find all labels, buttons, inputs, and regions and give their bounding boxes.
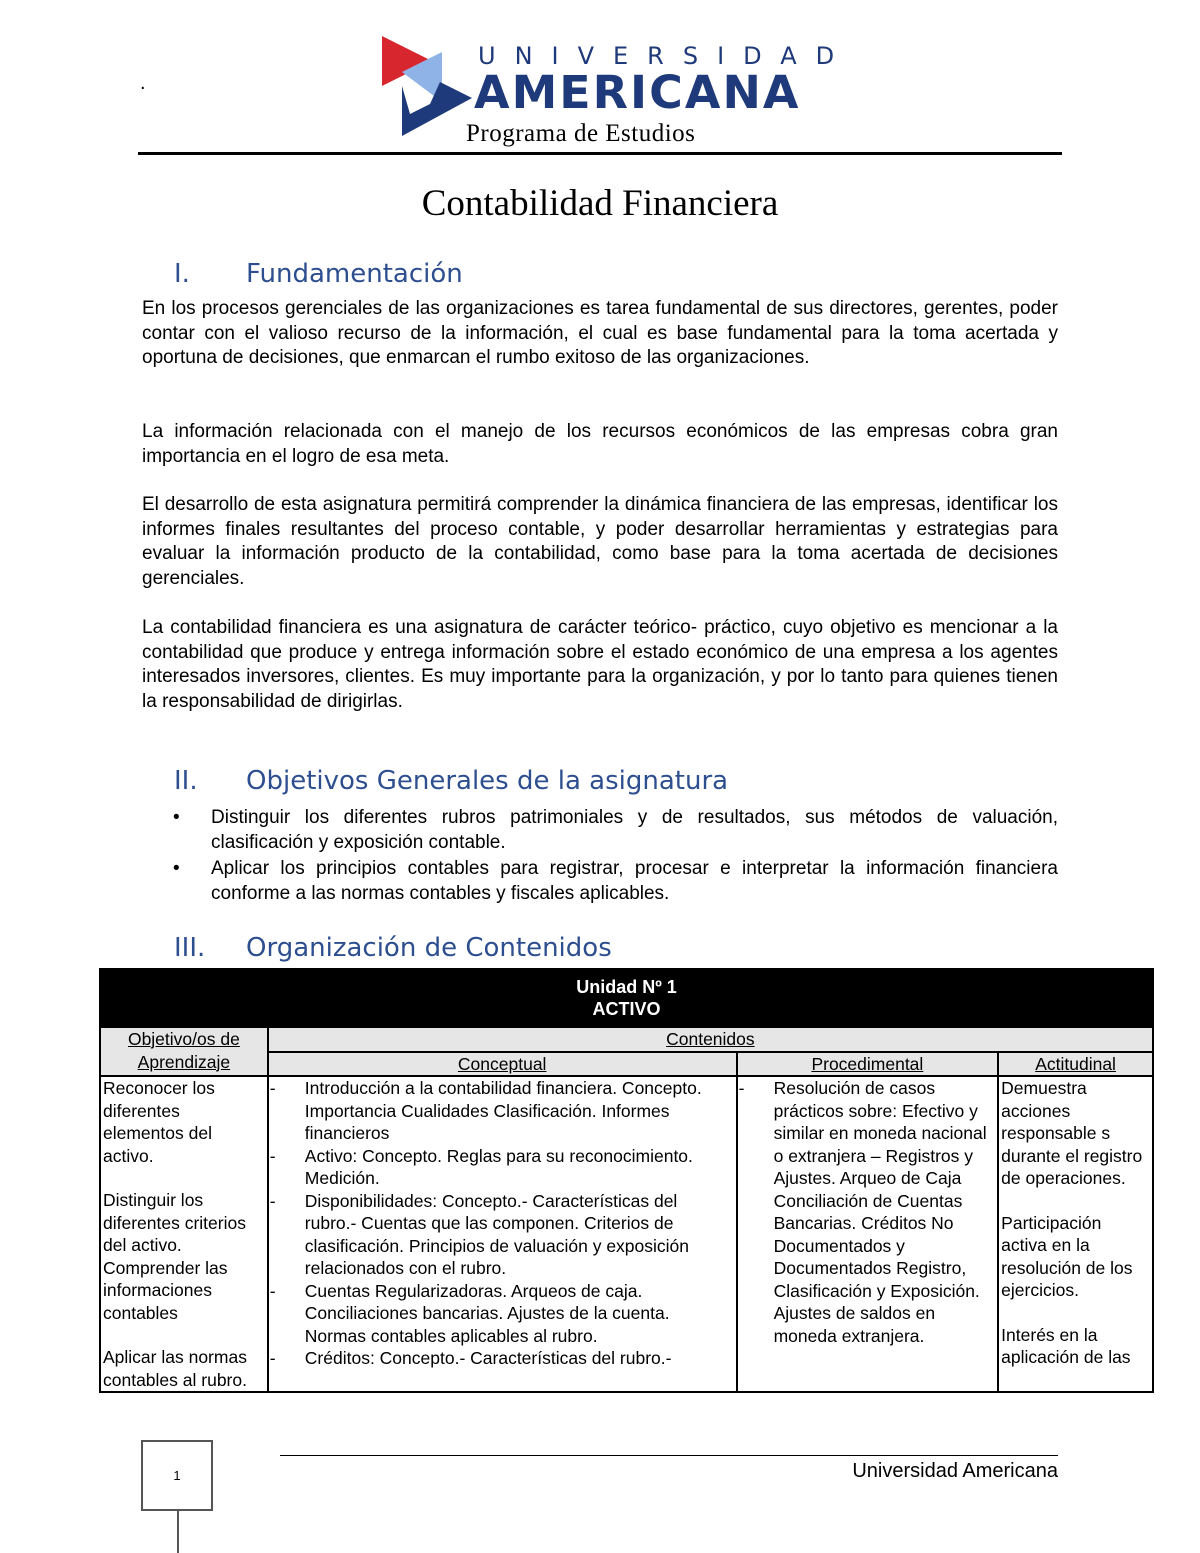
unit-header: [100, 969, 1153, 1027]
objectives-list: [142, 805, 1058, 907]
objective-text: Distinguir los diferentes rubros patrimoniales y de resultados, sus métodos de valuación, clasificación y exposición contable.: [211, 807, 1058, 853]
header-rule: [138, 152, 1062, 155]
dash-icon: -: [269, 1280, 276, 1301]
unit-number: Unidad Nº 1: [576, 977, 677, 997]
cell-objetivos: [100, 1076, 268, 1392]
header-dot: .: [140, 72, 146, 94]
dash-icon: -: [269, 1145, 276, 1166]
logo-text-universidad: UNIVERSIDAD: [478, 42, 854, 70]
list-item: [271, 1145, 734, 1190]
section-number: II.: [174, 766, 198, 796]
dash-icon: -: [269, 1190, 276, 1211]
list-item: [271, 1077, 734, 1145]
actitudinal-item: Demuestra acciones responsable s durante el registro de operaciones.: [1001, 1078, 1143, 1188]
objective-text: Aplicar los principios contables para registrar, procesar e interpretar la información financiera conforme a las normas contables y fiscales aplicables.: [211, 858, 1058, 904]
page-number-line: [177, 1509, 179, 1553]
conceptual-item: Introducción a la contabilidad financiera. Concepto. Importancia Cualidades Clasificación. Informes financieros: [304, 1078, 702, 1143]
page-number: 1: [141, 1440, 213, 1511]
bullet-icon: •: [173, 858, 180, 879]
section-title: Organización de Contenidos: [246, 933, 612, 963]
list-item: [142, 856, 1058, 906]
paragraph: La información relacionada con el manejo de los recursos económicos de las empresas cobra gran importancia en el logro de esa meta.: [142, 421, 1058, 467]
table-row: [100, 1076, 1153, 1392]
actitudinal-item: Participación activa en la resolución de los ejercicios.: [1001, 1212, 1133, 1300]
bullet-icon: •: [173, 807, 180, 828]
dash-icon: -: [269, 1078, 276, 1098]
objective-item: Aplicar las normas contables al rubro.: [103, 1347, 247, 1390]
column-header-contenidos: Contenidos: [268, 1027, 1153, 1052]
section-number: III.: [174, 933, 206, 963]
objective-item: Reconocer los diferentes elementos del activo.: [103, 1078, 215, 1166]
cell-actitudinal: [998, 1076, 1153, 1392]
section-number: I.: [174, 259, 190, 289]
logo-text-americana: AMERICANA: [474, 66, 801, 119]
column-header-conceptual: Conceptual: [268, 1052, 737, 1077]
column-header-actitudinal: Actitudinal: [998, 1052, 1153, 1077]
footer-institution: Universidad Americana: [852, 1460, 1058, 1482]
cell-conceptual: [268, 1076, 737, 1392]
section-title: Objetivos Generales de la asignatura: [246, 766, 729, 796]
cell-procedimental: [737, 1076, 999, 1392]
list-item: [271, 1280, 734, 1348]
list-item: [271, 1190, 734, 1280]
list-item: [740, 1077, 996, 1347]
document-title: Contabilidad Financiera: [421, 183, 779, 224]
objective-item: Distinguir los diferentes criterios del activo.: [103, 1190, 246, 1255]
actitudinal-item: Interés en la aplicación de las: [1001, 1324, 1131, 1367]
conceptual-item: Cuentas Regularizadoras. Arqueos de caja. Conciliaciones bancarias. Ajustes de la cuenta. Normas contables aplicables al rubro.: [304, 1280, 670, 1346]
list-item: [142, 805, 1058, 855]
objective-item: Comprender las informaciones contables: [103, 1257, 228, 1323]
contents-table: [99, 968, 1154, 1393]
section-heading-organizacion: [174, 933, 612, 963]
footer-rule: [280, 1455, 1058, 1456]
paragraph: En los procesos gerenciales de las organizaciones es tarea fundamental de sus directores, gerentes, poder contar con el valioso recurso de la información, el cual es base fundamental para la toma acertada y oportuna de decisiones, que enmarcan el rumbo exitoso de las organizaciones.: [142, 298, 1058, 368]
section-title: Fundamentación: [246, 259, 463, 289]
procedimental-item: Resolución de casos prácticos sobre: Efectivo y similar en moneda nacional o extranjera – Registros y Ajustes. Arqueo de Caja Conciliación de Cuentas Bancarias. Créditos No Documentados y Documentados Registro, Clasificación y Exposición. Ajustes de saldos en moneda extranjera.: [773, 1078, 987, 1346]
section-heading-objetivos: [174, 766, 728, 796]
section-heading-fundamentacion: [174, 259, 463, 289]
column-header-procedimental: Procedimental: [737, 1052, 999, 1077]
paragraph: La contabilidad financiera es una asignatura de carácter teórico- práctico, cuyo objetivo es mencionar a la contabilidad que produce y entrega información sobre el estado económico de una empresa a los agentes interesados inversores, clientes. Es muy importante para la organización, y por lo tanto para quienes tienen la responsabilidad de dirigirlas.: [142, 617, 1058, 712]
conceptual-item: Créditos: Concepto.- Características del rubro.-: [304, 1348, 672, 1368]
dash-icon: -: [269, 1348, 276, 1368]
paragraph: El desarrollo de esta asignatura permitirá comprender la dinámica financiera de las empresas, identificar los informes finales resultantes del proceso contable, y poder desarrollar herramientas y estrategias para evaluar la información producto de la contabilidad, como base para la toma acertada de decisiones gerenciales.: [142, 494, 1058, 589]
program-label: Programa de Estudios: [466, 120, 696, 147]
list-item: [271, 1347, 734, 1370]
conceptual-item: Disponibilidades: Concepto.- Características del rubro.- Cuentas que las componen. Criterios de clasificación. Principios de valuación y exposición relacionados con el rubro.: [304, 1190, 690, 1278]
conceptual-item: Activo: Concepto. Reglas para su reconocimiento. Medición.: [304, 1145, 693, 1188]
dash-icon: -: [738, 1078, 745, 1098]
column-header-objetivos: Objetivo/os de Aprendizaje: [100, 1027, 268, 1076]
logo-blue-triangle: [402, 82, 472, 136]
unit-name: ACTIVO: [592, 999, 661, 1019]
